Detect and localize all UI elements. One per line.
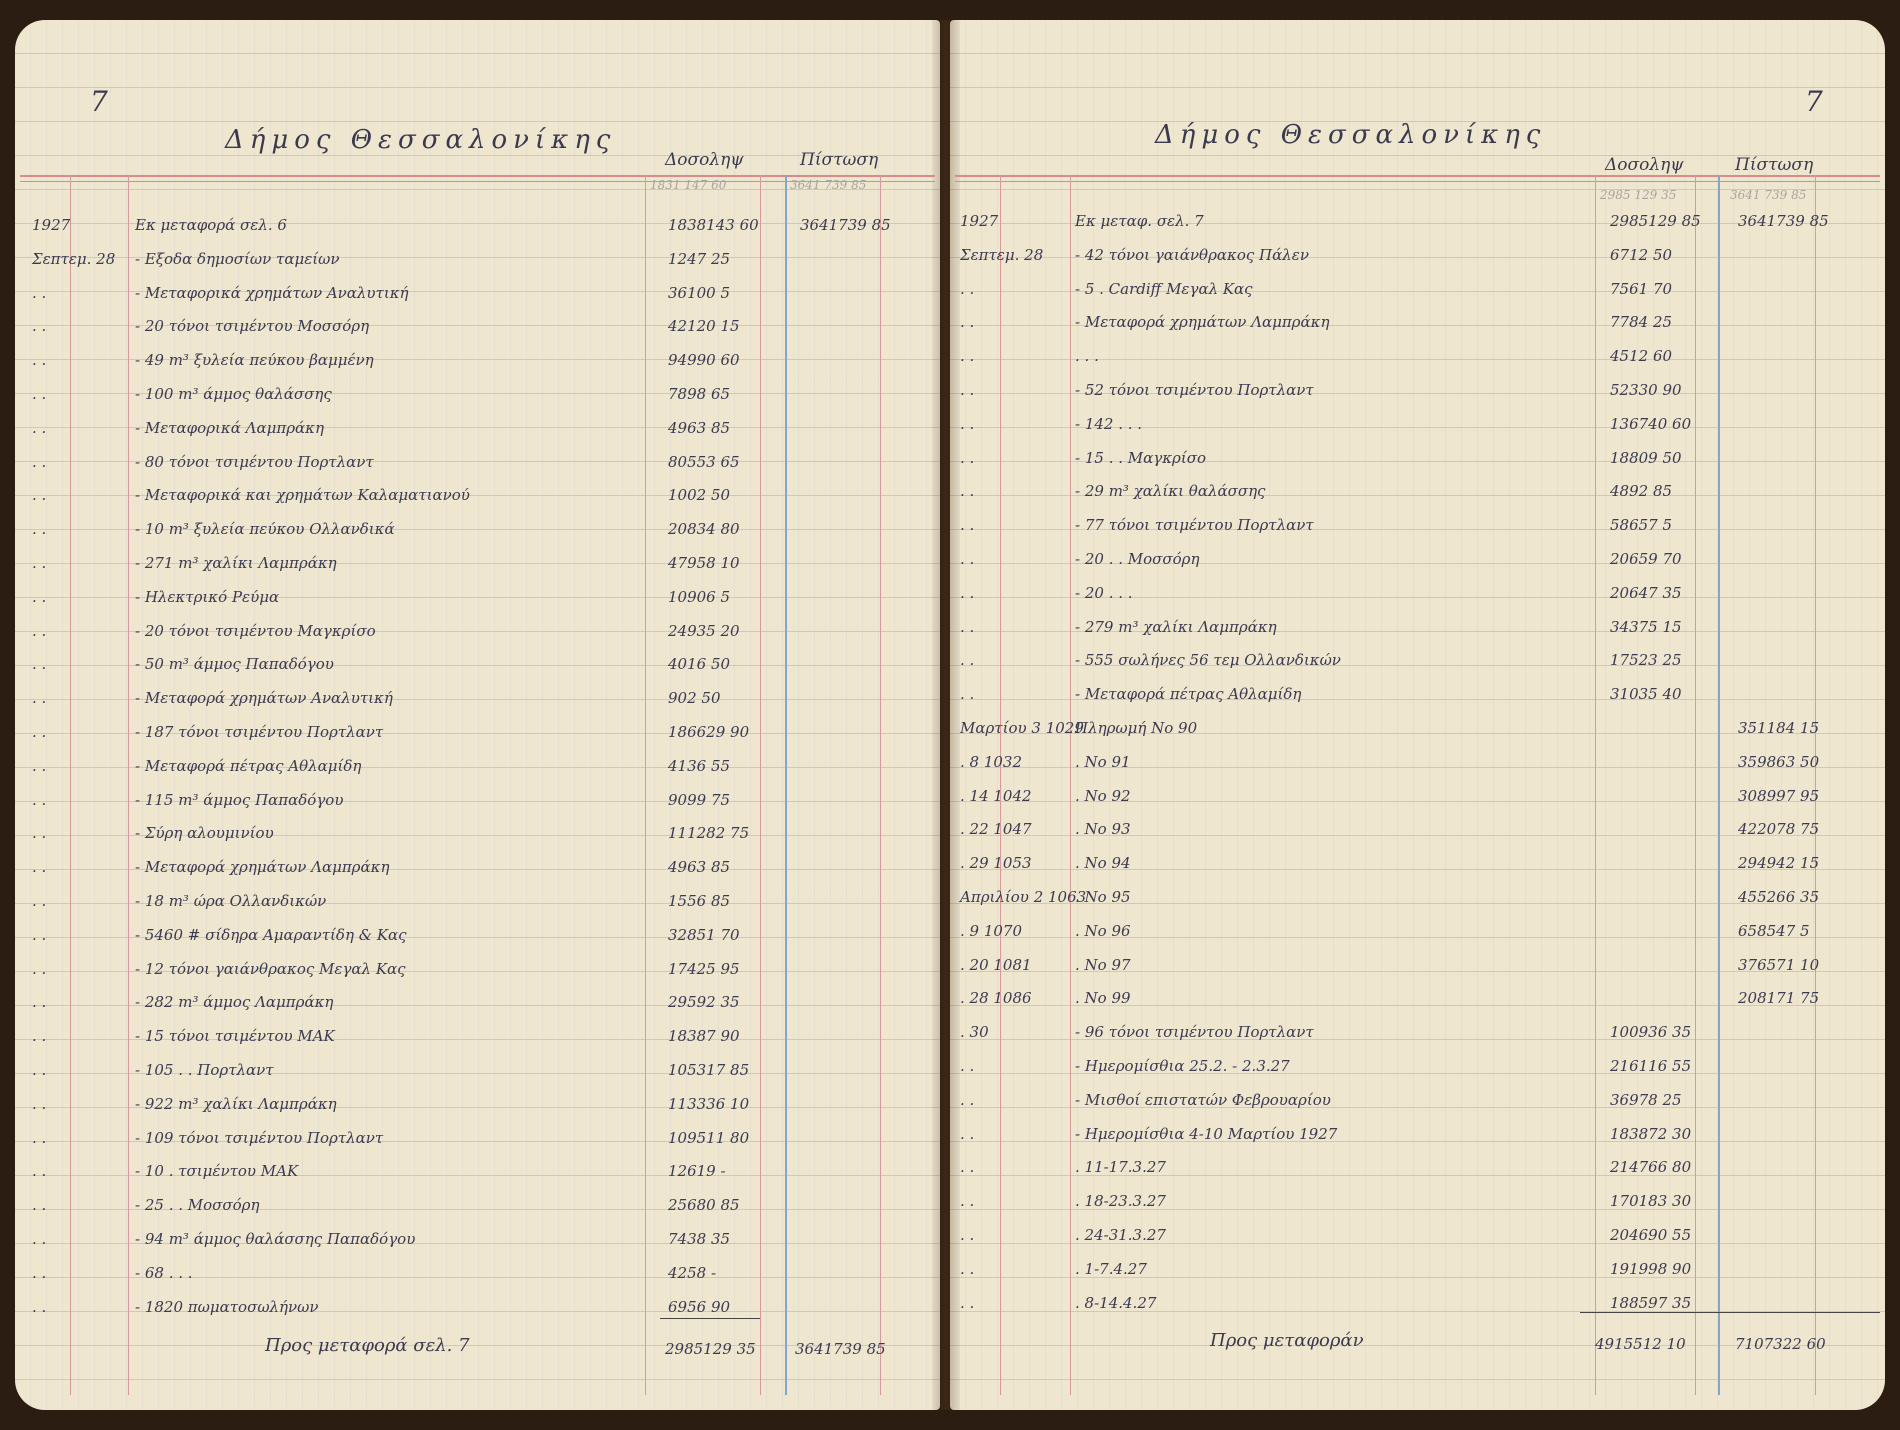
entry-date: . . — [32, 1094, 47, 1113]
entry-debit: 20647 35 — [1610, 583, 1682, 602]
right-footer-label: Προς μεταφοράν — [1210, 1330, 1364, 1351]
right-page-title: Δήμος Θεσσαλονίκης — [1155, 120, 1547, 150]
ledger-row — [0, 983, 1900, 1017]
entry-debit: 2985129 85 — [1610, 212, 1701, 230]
entry-description: - 77 τόνοι τσιμέντου Πορτλαντ — [1075, 516, 1314, 535]
entry-description: - 20 τόνοι τσιμέντου Μοσσόρη — [135, 317, 370, 336]
entry-description: - Μεταφορά χρημάτων Λαμπράκη — [135, 858, 390, 877]
ledger-row — [0, 679, 1900, 713]
entry-description: - 100 m³ άμμος θαλάσσης — [135, 385, 332, 403]
entry-debit: 186629 90 — [668, 723, 750, 741]
left-footer-debit: 2985129 35 — [665, 1340, 756, 1358]
left-col-debit-header: Δοσοληψ — [665, 150, 744, 170]
entry-description: . Νο 95 — [1075, 888, 1131, 906]
ledger-row — [0, 781, 1900, 815]
entry-debit: 4963 85 — [668, 858, 731, 877]
entry-description: - Μισθοί επιστατών Φεβρουαρίου — [1075, 1090, 1331, 1109]
entry-debit: 111282 75 — [668, 824, 750, 843]
entry-date: . . — [960, 550, 975, 568]
entry-description: - Μεταφορά χρημάτων Αναλυτική — [135, 689, 393, 708]
entry-date: . 22 1047 — [960, 820, 1032, 839]
entry-date: . . — [32, 892, 47, 910]
entry-debit: 17523 25 — [1610, 651, 1682, 670]
entry-date: . . — [32, 520, 47, 539]
entry-debit: 7561 70 — [1610, 279, 1673, 298]
entry-date: . . — [32, 351, 47, 370]
entry-date: . 8 1032 — [960, 752, 1023, 771]
entry-debit: 18809 50 — [1610, 448, 1682, 467]
entry-date: . . — [960, 1293, 975, 1312]
entry-description: - 1820 πωματοσωλήνων — [135, 1297, 319, 1316]
entry-description: - 25 . . Μοσσόρη — [135, 1196, 260, 1215]
ledger-row — [0, 747, 1900, 781]
entry-description: - 15 . . Μαγκρίσο — [1075, 448, 1207, 467]
left-faded-carry: 1831 147 60 — [650, 178, 727, 192]
entry-date: . . — [32, 689, 47, 708]
entry-debit: 20834 80 — [668, 520, 740, 539]
entry-description: - 12 τόνοι γαιάνθρακος Μεγαλ Κας — [135, 959, 406, 978]
entry-description: - 80 τόνοι τσιμέντου Πορτλαντ — [135, 452, 374, 471]
entry-date: . . — [32, 723, 47, 741]
entry-debit: 34375 15 — [1610, 617, 1682, 636]
entry-debit: 109511 80 — [668, 1128, 750, 1147]
entry-date: . . — [32, 824, 47, 843]
entry-date: . 29 1053 — [960, 854, 1032, 873]
entry-description: - 555 σωλήνες 56 τεμ Ολλανδικών — [1075, 651, 1341, 670]
entry-credit: 3641739 85 — [1738, 212, 1829, 230]
entry-debit: 113336 10 — [668, 1094, 750, 1113]
left-footer-label: Προς μεταφορά σελ. 7 — [265, 1335, 470, 1356]
entry-date: Σεπτεμ. 28 — [960, 245, 1044, 264]
left-faded-carry-2: 3641 739 85 — [790, 178, 867, 192]
entry-date: . . — [960, 617, 975, 636]
entry-debit: 7438 35 — [668, 1230, 731, 1248]
entry-debit: 42120 15 — [668, 317, 740, 336]
entry-description: - Ημερομίσθια 25.2. - 2.3.27 — [1075, 1057, 1290, 1075]
entry-debit: 902 50 — [668, 689, 721, 708]
entry-debit: 31035 40 — [1610, 685, 1682, 704]
ledger-row — [0, 814, 1900, 848]
entry-description: - 105 . . Πορτλαντ — [135, 1061, 274, 1079]
entry-description: - Μεταφορικά χρημάτων Αναλυτική — [135, 283, 409, 302]
ledger-row — [0, 1085, 1900, 1119]
ledger-row — [0, 1119, 1900, 1153]
entry-date: . . — [32, 1061, 47, 1079]
entry-debit: 12619 - — [668, 1162, 726, 1181]
right-footer-credit: 7107322 60 — [1735, 1335, 1826, 1353]
entry-credit: 308997 95 — [1738, 786, 1820, 805]
entry-description: - 18 m³ ώρα Ολλανδικών — [135, 892, 327, 910]
ledger-row — [0, 206, 1900, 240]
entry-credit: 351184 15 — [1738, 719, 1820, 737]
entry-date: Μαρτίου 3 1029 — [960, 719, 1084, 737]
entry-date: . . — [32, 587, 47, 606]
entry-debit: 7784 25 — [1610, 313, 1673, 332]
ledger-row — [0, 713, 1900, 747]
entry-debit: 105317 85 — [668, 1061, 750, 1079]
entry-debit: 4258 - — [668, 1263, 717, 1282]
entry-credit: 208171 75 — [1738, 989, 1820, 1008]
ledger-row — [0, 409, 1900, 443]
entry-date: 1927 — [960, 212, 999, 230]
entry-description: Εκ μεταφορά σελ. 6 — [135, 216, 287, 234]
entry-date: . . — [960, 414, 975, 433]
entry-description: - 20 . . Μοσσόρη — [1075, 550, 1200, 568]
left-footer-credit: 3641739 85 — [795, 1340, 886, 1358]
ledger-row — [0, 443, 1900, 477]
entry-debit: 58657 5 — [1610, 516, 1673, 535]
entry-description: - 115 m³ άμμος Παπαδόγου — [135, 790, 344, 809]
entry-date: . . — [960, 1090, 975, 1109]
entry-description: - 5460 # σίδηρα Αμαραντίδη & Κας — [135, 925, 407, 944]
entry-debit: 32851 70 — [668, 925, 740, 944]
entry-debit: 52330 90 — [1610, 381, 1682, 399]
entry-description: . 1-7.4.27 — [1075, 1259, 1147, 1278]
entry-description: . Νο 96 — [1075, 921, 1131, 940]
entry-date: . . — [32, 655, 47, 674]
entry-date: . . — [32, 1230, 47, 1248]
entry-description: . 11-17.3.27 — [1075, 1158, 1166, 1177]
ledger-row — [0, 950, 1900, 984]
ledger-row — [0, 476, 1900, 510]
ledger-row — [0, 1051, 1900, 1085]
ledger-row — [0, 240, 1900, 274]
entry-description: . Νο 92 — [1075, 786, 1131, 805]
entry-date: . . — [32, 1128, 47, 1147]
entry-description: - Μεταφορά χρημάτων Λαμπράκη — [1075, 313, 1330, 332]
ledger-row — [0, 1220, 1900, 1254]
entry-description: - 279 m³ χαλίκι Λαμπράκη — [1075, 617, 1277, 636]
left-page-number: 7 — [90, 85, 108, 118]
ledger-row — [0, 645, 1900, 679]
entry-date: . . — [32, 993, 47, 1012]
entry-description: - 52 τόνοι τσιμέντου Πορτλαντ — [1075, 381, 1314, 399]
entry-date: . . — [960, 1226, 975, 1244]
entry-description: - 10 m³ ξυλεία πεύκου Ολλανδικά — [135, 520, 395, 539]
entry-description: - Ηλεκτρικό Ρεύμα — [135, 587, 280, 606]
entry-credit: 658547 5 — [1738, 921, 1810, 940]
entry-debit: 136740 60 — [1610, 414, 1692, 433]
ledger-row — [0, 1254, 1900, 1288]
entry-description: - 49 m³ ξυλεία πεύκου βαμμένη — [135, 351, 374, 370]
entry-description: - 94 m³ άμμος θαλάσσης Παπαδόγου — [135, 1230, 416, 1248]
ledger-row — [0, 375, 1900, 409]
right-total-rule — [1580, 1312, 1880, 1313]
entry-debit: 24935 20 — [668, 621, 740, 640]
entry-debit: 17425 95 — [668, 959, 740, 978]
entry-debit: 36978 25 — [1610, 1090, 1682, 1109]
entry-date: . . — [32, 317, 47, 336]
entry-date: . . — [32, 1196, 47, 1215]
ledger-row — [0, 612, 1900, 646]
entry-date: . . — [960, 651, 975, 670]
ledger-row — [0, 510, 1900, 544]
entry-debit: 1838143 60 — [668, 216, 759, 234]
ledger-row — [0, 341, 1900, 375]
entry-debit: 7898 65 — [668, 385, 731, 403]
ledger-row — [0, 1017, 1900, 1051]
entry-date: . . — [960, 313, 975, 332]
entry-description: . Νο 94 — [1075, 854, 1131, 873]
entry-date: . . — [32, 1297, 47, 1316]
entry-description: - 282 m³ άμμος Λαμπράκη — [135, 993, 334, 1012]
entry-debit: 216116 55 — [1610, 1057, 1692, 1075]
entry-debit: 188597 35 — [1610, 1293, 1692, 1312]
entry-debit: 6712 50 — [1610, 245, 1673, 264]
entry-debit: 4892 85 — [1610, 482, 1673, 501]
entry-description: - 10 . τσιμέντου ΜΑΚ — [135, 1162, 299, 1181]
entry-description: - Μεταφορά πέτρας Αθλαμίδη — [1075, 685, 1302, 704]
entry-credit: 3641739 85 — [800, 216, 891, 234]
entry-date: . . — [32, 756, 47, 775]
entry-description: - 29 m³ χαλίκι θαλάσσης — [1075, 482, 1266, 501]
entry-debit: 4136 55 — [668, 756, 731, 775]
entry-description: - Εξοδα δημοσίων ταμείων — [135, 249, 340, 268]
entry-date: . . — [32, 858, 47, 877]
entry-debit: 25680 85 — [668, 1196, 740, 1215]
entry-description: . Νο 91 — [1075, 752, 1131, 771]
left-col-credit-header: Πίστωση — [800, 150, 879, 170]
entry-credit: 294942 15 — [1738, 854, 1820, 873]
entry-credit: 376571 10 — [1738, 955, 1820, 974]
right-faded-carry: 2985 129 35 — [1600, 188, 1677, 202]
entry-debit: 18387 90 — [668, 1027, 740, 1046]
entry-credit: 455266 35 — [1738, 888, 1820, 906]
entry-debit: 191998 90 — [1610, 1259, 1692, 1278]
entry-date: . . — [32, 790, 47, 809]
entry-description: - 68 . . . — [135, 1263, 193, 1282]
entry-date: . . — [32, 1263, 47, 1282]
entry-description: . 24-31.3.27 — [1075, 1226, 1166, 1244]
entry-date: . . — [32, 554, 47, 572]
left-page-title: Δήμος Θεσσαλονίκης — [225, 125, 617, 155]
entry-description: . . . — [1075, 347, 1099, 366]
right-header-rule-2 — [955, 181, 1880, 182]
entry-date: . . — [960, 347, 975, 366]
entry-date: . . — [32, 959, 47, 978]
entry-date: . . — [32, 283, 47, 302]
entry-date: . . — [960, 1192, 975, 1211]
right-faded-carry-2: 3641 739 85 — [1730, 188, 1807, 202]
entry-debit: 36100 5 — [668, 283, 731, 302]
entry-date: . . — [960, 1259, 975, 1278]
entry-description: - Μεταφορικά Λαμπράκη — [135, 418, 324, 437]
entry-debit: 29592 35 — [668, 993, 740, 1012]
entry-debit: 4016 50 — [668, 655, 731, 674]
ledger-row — [0, 544, 1900, 578]
entry-date: . 28 1086 — [960, 989, 1032, 1008]
entry-debit: 1002 50 — [668, 486, 731, 505]
entry-date: . . — [32, 418, 47, 437]
entry-date: . . — [32, 1162, 47, 1181]
entry-description: . Νο 97 — [1075, 955, 1131, 974]
right-col-debit-header: Δοσοληψ — [1605, 155, 1684, 175]
entry-debit: 183872 30 — [1610, 1124, 1692, 1143]
entry-description: Εκ μεταφ. σελ. 7 — [1075, 212, 1204, 230]
entry-description: - 20 τόνοι τσιμέντου Μαγκρίσο — [135, 621, 376, 640]
entry-date: . . — [960, 381, 975, 399]
entry-date: Σεπτεμ. 28 — [32, 249, 116, 268]
entry-description: . 8-14.4.27 — [1075, 1293, 1157, 1312]
entry-debit: 214766 80 — [1610, 1158, 1692, 1177]
entry-date: 1927 — [32, 216, 71, 234]
entry-date: . . — [960, 448, 975, 467]
entry-description: . Νο 93 — [1075, 820, 1131, 839]
right-page-number: 7 — [1805, 85, 1823, 118]
entry-debit: 1556 85 — [668, 892, 731, 910]
entry-description: . Νο 99 — [1075, 989, 1131, 1008]
entry-date: . . — [960, 279, 975, 298]
entry-description: - 109 τόνοι τσιμέντου Πορτλαντ — [135, 1128, 384, 1147]
entry-debit: 170183 30 — [1610, 1192, 1692, 1211]
ledger-row — [0, 578, 1900, 612]
entry-date: . . — [960, 685, 975, 704]
entry-debit: 4963 85 — [668, 418, 731, 437]
entry-description: - 5 . Cardiff Μεγαλ Κας — [1075, 279, 1253, 298]
left-total-rule — [660, 1318, 760, 1319]
entry-date: Απριλίου 2 1063 — [960, 888, 1087, 906]
entry-description: - 42 τόνοι γαιάνθρακος Πάλεν — [1075, 245, 1309, 264]
entry-date: . . — [32, 621, 47, 640]
ledger-row — [0, 1288, 1900, 1322]
entry-debit: 1247 25 — [668, 249, 731, 268]
right-col-credit-header: Πίστωση — [1735, 155, 1814, 175]
ledger-row — [0, 307, 1900, 341]
entry-debit: 100936 35 — [1610, 1023, 1692, 1042]
entry-date: . . — [960, 482, 975, 501]
entry-credit: 359863 50 — [1738, 752, 1820, 771]
entry-description: - Μεταφορικά και χρημάτων Καλαματιανού — [135, 486, 470, 505]
ledger-row — [0, 274, 1900, 308]
entry-date: . . — [960, 583, 975, 602]
entry-debit: 4512 60 — [1610, 347, 1673, 366]
entry-description: - Ημερομίσθια 4-10 Μαρτίου 1927 — [1075, 1124, 1338, 1143]
entry-description: - 15 τόνοι τσιμέντου ΜΑΚ — [135, 1027, 335, 1046]
entry-description: - 50 m³ άμμος Παπαδόγου — [135, 655, 334, 674]
entry-debit: 6956 90 — [668, 1297, 731, 1316]
entry-description: - 96 τόνοι τσιμέντου Πορτλαντ — [1075, 1023, 1314, 1042]
entry-date: . . — [32, 385, 47, 403]
entry-description: - 271 m³ χαλίκι Λαμπράκη — [135, 554, 337, 572]
left-header-rule — [20, 175, 935, 177]
ledger-row — [0, 916, 1900, 950]
entry-description: Πληρωμή Νο 90 — [1075, 719, 1198, 737]
entry-date: . . — [32, 925, 47, 944]
entry-debit: 47958 10 — [668, 554, 740, 572]
entry-date: . . — [32, 452, 47, 471]
right-footer-debit: 4915512 10 — [1595, 1335, 1686, 1353]
ledger-row — [0, 1186, 1900, 1220]
entry-description: - 922 m³ χαλίκι Λαμπράκη — [135, 1094, 337, 1113]
ledger-row — [0, 1152, 1900, 1186]
entry-date: . . — [960, 1057, 975, 1075]
entry-debit: 94990 60 — [668, 351, 740, 370]
entry-credit: 422078 75 — [1738, 820, 1820, 839]
entry-date: . . — [32, 486, 47, 505]
entry-description: - Μεταφορά πέτρας Αθλαμίδη — [135, 756, 362, 775]
entry-date: . . — [32, 1027, 47, 1046]
entry-debit: 20659 70 — [1610, 550, 1682, 568]
ledger-row — [0, 848, 1900, 882]
entry-description: - 20 . . . — [1075, 583, 1133, 602]
entry-debit: 9099 75 — [668, 790, 731, 809]
entry-date: . 20 1081 — [960, 955, 1032, 974]
entry-date: . 30 — [960, 1023, 989, 1042]
entry-date: . 9 1070 — [960, 921, 1023, 940]
ledger-row — [0, 882, 1900, 916]
entry-debit: 204690 55 — [1610, 1226, 1692, 1244]
entry-description: . 18-23.3.27 — [1075, 1192, 1166, 1211]
right-header-rule — [955, 175, 1880, 177]
entry-description: - 187 τόνοι τσιμέντου Πορτλαντ — [135, 723, 384, 741]
entry-description: - Σύρη αλουμινίου — [135, 824, 274, 843]
entry-date: . . — [960, 1124, 975, 1143]
entry-debit: 80553 65 — [668, 452, 740, 471]
entry-date: . . — [960, 516, 975, 535]
entry-date: . 14 1042 — [960, 786, 1032, 805]
entry-date: . . — [960, 1158, 975, 1177]
entry-description: - 142 . . . — [1075, 414, 1143, 433]
entry-debit: 10906 5 — [668, 587, 731, 606]
